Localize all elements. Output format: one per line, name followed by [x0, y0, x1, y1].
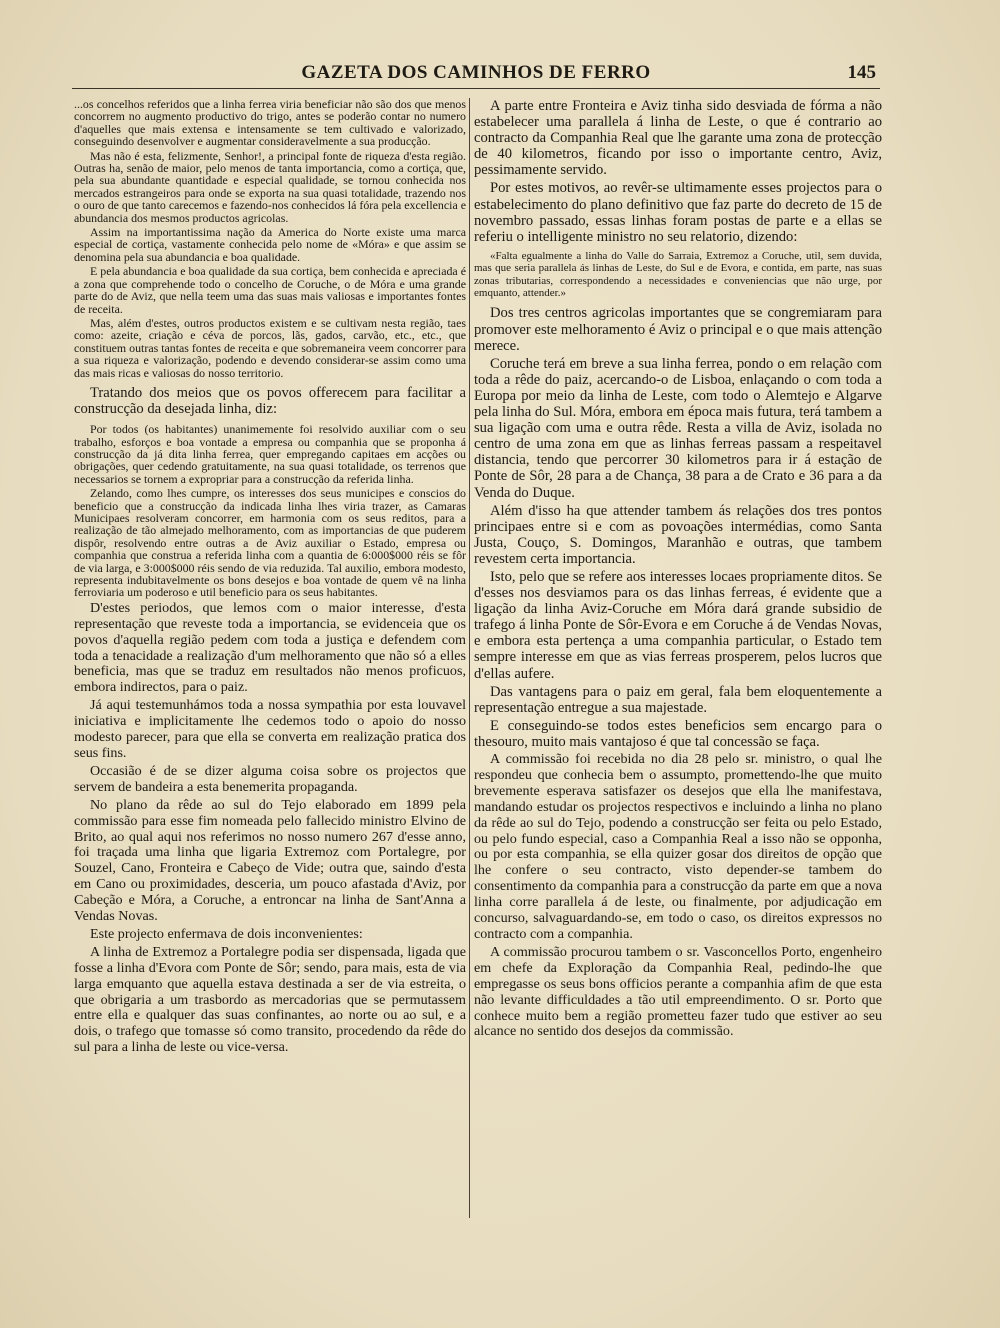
paragraph: D'estes periodos, que lemos com o maior interesse, d'esta representação que reveste toda a importancia, se evidenceia que os povos d'aquella região pedem com toda a justiça e defendem com toda a tenacidade a realização d'um melhoramento que não só a elles beneficia, mas que se traduz em resultados não menos proficuos, embora indirectos, para o paiz. — [74, 599, 466, 696]
paragraph: Tratando dos meios que os povos offerecem para facilitar a construcção da desejada linha, diz: — [74, 384, 466, 418]
paragraph: Já aqui testemunhámos toda a nossa sympathia por esta louvavel iniciativa e implicitamente lhe cedemos todo o apoio do nosso modesto parecer, para que ella se converta em realização pratica dos seus fins. — [74, 697, 466, 761]
right-column — [474, 98, 882, 1042]
page-header — [72, 62, 880, 89]
paragraph: A commissão foi recebida no dia 28 pelo sr. ministro, o qual lhe respondeu que conhecia bem o assumpto, promettendo-lhe que muito brevemente esperava satisfazer os desejos que ella lhe manifestava, mandando estudar os projectos respectivos e incluindo a linha no plano da rêde ao sul do Tejo, podendo a construcção ser feita ou pelo Estado, ou pelo fundo especial, caso a Companhia Real a isso não se opponha, ou por esta companhia, se ella quizer gosar dos direitos de opção que lhe confere o seu contracto, visto depender-se tambem do consentimento da companhia para a construcção da parte em que a nova linha corre parallela á de leste, ou finalmente, por adjudicação em concurso, salvaguardando-se, em todo o caso, os direitos expressos no contracto com a companhia. — [474, 751, 882, 942]
quoted-paragraph: Por todos (os habitantes) unanimemente foi resolvido auxiliar com o seu trabalho, esforços e boa vontade a empresa ou companhia que se proponha á construcção da já dita linha ferrea, quer empregando capitaes em acções ou obrigações, quer cedendo gratuitamente, na sua quasi totalidade, os terrenos que necessarios se tornem a expropriar para a construcção da referida linha. — [74, 422, 466, 486]
paragraph: Occasião é de se dizer alguma coisa sobre os projectos que servem de bandeira a esta benemerita propaganda. — [74, 762, 466, 795]
paragraph: Assim na importantissima nação da America do Norte existe uma marca especial de cortiça, vastamente conhecida pelo nome de «Móra» e que assim se denomina pela sua abundancia e boa qualidade. — [74, 225, 466, 264]
paragraph: A linha de Extremoz a Portalegre podia ser dispensada, ligada que fosse a linha d'Evora com Ponte de Sôr; sendo, para mais, esta de via larga emquanto que aquella estava destinada a ser de via estreita, o que obrigaria a um trasbordo as mercadorias que se permutassem entre ella e qualquer das suas confinantes, ao norte ou ao sul, e a dois, o trafego que tomasse só como transito, procedendo da rêde do sul para a linha de leste ou vice-versa. — [74, 943, 466, 1056]
paragraph: No plano da rêde ao sul do Tejo elaborado em 1899 pela commissão para esse fim nomeada pelo fallecido ministro Elvino de Brito, ao qual aqui nos referimos no nosso numero 267 d'esse anno, foi traçada uma linha que ligaria Extremoz com Portalegre, por Souzel, Cano, Fronteira e Cabeço de Vide; outra que, saindo d'esta em Cano ou proximidades, desceria, um pouco afastada d'Aviz, por Cabeção e Móra, a Coruche, a entroncar na linha de Sant'Anna a Vendas Novas. — [74, 796, 466, 925]
quoted-paragraph: «Falta egualmente a linha do Valle do Sarraia, Extremoz a Coruche, util, sem duvida, mas que seria parallela ás linhas de Leste, do Sul e de Evora, e contida, em parte, nas suas zonas tributarias, correspondendo a necessidades e conveniencias que não urge, por emquanto, attender.» — [474, 249, 882, 300]
paragraph: Além d'isso ha que attender tambem ás relações dos tres pontos principaes entre si e com as povoações intermédias, como Santa Justa, Couço, S. Domingos, Maranhão e outras, que tambem revestem certa importancia. — [474, 502, 882, 567]
page-number: 145 — [847, 62, 876, 83]
paragraph: Das vantagens para o paiz em geral, fala bem eloquentemente a representação entregue a sua majestade. — [474, 683, 882, 716]
quoted-paragraph: Zelando, como lhes cumpre, os interesses dos seus municipes e conscios do beneficio que a construcção da indicada linha lhes viria trazer, as Camaras Municipaes resolveram concorrer, em harmonia com os seus reditos, para a realização de tão almejado melhoramento, com as importancias de que puderem dispôr, resolvendo entre outras a de Aviz auxiliar o Estado, empresa ou companhia que construa a referida linha com a quantia de 6:000$000 réis se fôr de via larga, e 3:000$000 réis sendo de via reduzida. Tal auxilio, embora modesto, representa indubitavelmente os bons desejos e boa vontade de quem vê na linha ferroviaria um poderoso e util beneficio para os seus habitantes. — [74, 486, 466, 600]
paragraph: Por estes motivos, ao revêr-se ultimamente esses projectos para o estabelecimento do plano definitivo que faz parte do decreto de 15 de novembro passado, essas linhas foram postas de parte e a ellas se referiu o intelligente ministro no seu relatorio, dizendo: — [474, 180, 882, 245]
column-divider — [469, 98, 470, 1218]
paragraph: Este projecto enfermava de dois inconvenientes: — [90, 925, 363, 942]
paragraph: E pela abundancia e boa qualidade da sua cortiça, bem conhecida e apreciada é a zona que comprehende todo o concelho de Coruche, o de Móra e uma grande parte do de Aviz, que nella teem uma das suas mais valiosas e importantes fontes de receita. — [74, 264, 466, 316]
paragraph: A parte entre Fronteira e Aviz tinha sido desviada de fórma a não estabelecer uma parallela á linha de Leste, o que é contrario ao contracto da Companhia Real que lhe garante uma zona de protecção de 40 kilometros, ficando por isso o importante centro, Aviz, pessimamente servido. — [474, 98, 882, 179]
paragraph: Isto, pelo que se refere aos interesses locaes propriamente ditos. Se d'esses nos desviamos para os das linhas ferreas, é evidente que a ligação da linha Aviz-Coruche em Móra dará grande subsidio de trafego á linha Ponte de Sôr-Evora e em Coruche á de Vendas Novas, e embora esta pertença a uma companhia particular, o Estado tem sempre interesse em que as vias ferreas prosperem, pelos lucros que d'ellas aufere. — [474, 568, 882, 682]
paragraph: A commissão procurou tambem o sr. Vasconcellos Porto, engenheiro em chefe da Exploração da Companhia Real, pedindo-lhe que empregasse os seus bons officios perante a companhia afim de que esta não levante difficuldades a tão util empreendimento. O sr. Porto que conhece muito bem a região prometteu fazer tudo que estiver ao seu alcance no sentido dos desejos da commissão. — [474, 943, 882, 1040]
left-column — [74, 98, 466, 1058]
paragraph: Coruche terá em breve a sua linha ferrea, pondo o em relação com toda a rêde do paiz, acercando-o de Lisboa, enlaçando o com toda a Europa por meio da linha de Leste, com todo o Alemtejo e Algarve pela linha do Sul. Móra, embora em época mais futura, terá tambem a sua ligação com uma e outra rêde. Resta a villa de Aviz, isolada no centro de uma zona em que as linhas ferreas passam a respeitavel distancia, tendo que percorrer 30 kilometros para ir á estação de Ponte de Sôr, 28 para a de Chança, 38 para a de Crato e 36 para a da Venda do Duque. — [474, 355, 882, 501]
journal-title: GAZETA DOS CAMINHOS DE FERRO — [301, 62, 651, 83]
paragraph: E conseguindo-se todos estes beneficios sem encargo para o thesouro, muito mais vantajoso é que tal concessão se faça. — [474, 717, 882, 750]
paragraph: Dos tres centros agricolas importantes que se congremiaram para promover este melhoramento é Aviz o principal e o que mais attenção merece. — [474, 305, 882, 354]
paragraph: Mas não é esta, felizmente, Senhor!, a principal fonte de riqueza d'esta região. Outras ha, senão de maior, pelo menos de tanta importancia, como a cortiça, que, pela sua abundante quantidade e especial qualidade, se tornou conhecida nos mercados estrangeiros para onde se exporta na sua quasi totalidade, trazendo nos o ouro de que tanto carecemos e fazendo-nos conhecidos lá fóra pela excellencia e abundancia dos mesmos productos agricolas. — [74, 148, 466, 225]
paragraph: ...os concelhos referidos que a linha ferrea viria beneficiar não são dos que menos concorrem no augmento productivo do trigo, antes se poderão contar no numero d'aquelles que mais extensa e intensamente se tem cultivado e valorizado, conseguindo desenvolver e augmentar consideravelmente a sua producção. — [74, 97, 466, 149]
paragraph: Mas, além d'estes, outros productos existem e se cultivam nesta região, taes como: azeite, criação e céva de porcos, lãs, gados, carvão, etc., etc., que constituem outras tantas fontes de receita e que sobremaneira veem concorrer para a sua riqueza e valorização, podendo e devendo considerar-se assim como uma das mais ricas e valiosas do nosso territorio. — [74, 315, 466, 380]
